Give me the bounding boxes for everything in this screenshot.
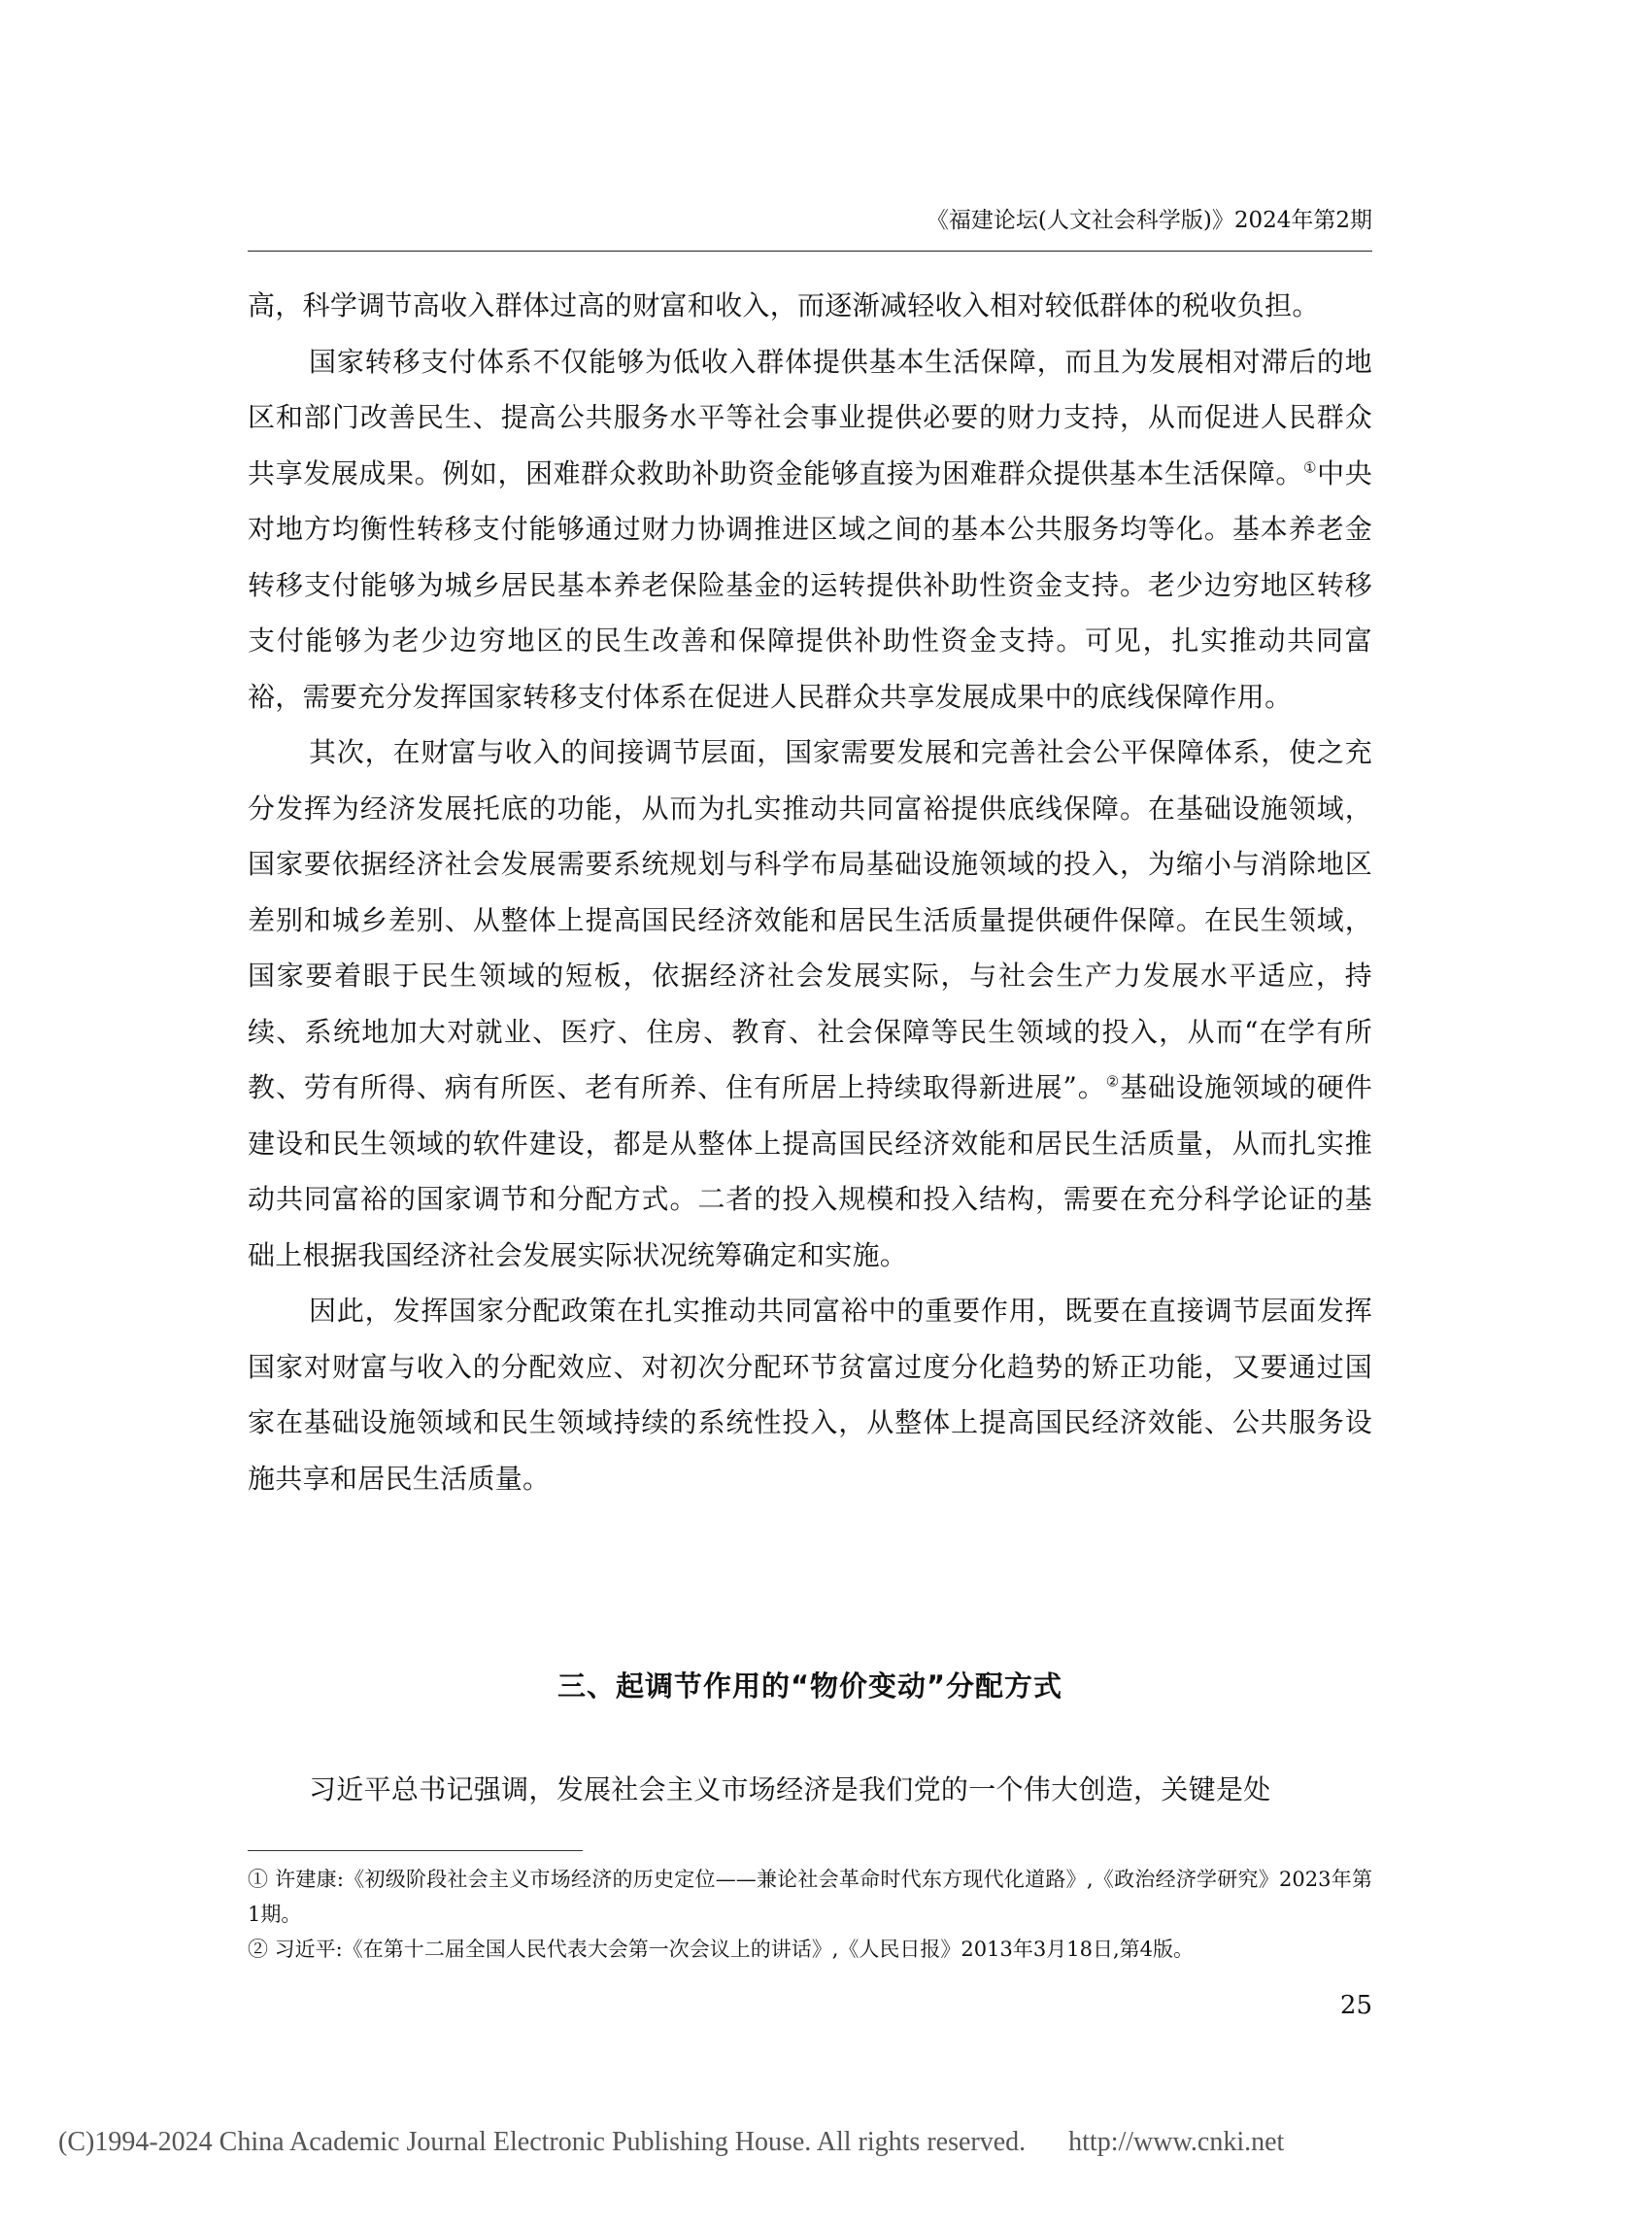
section-body (248, 1762, 1372, 1818)
paragraph-text: 其次，在财富与收入的间接调节层面，国家需要发展和完善社会公平保障体系，使之充分发挥为经济发展托底的功能，从而为扎实推动共同富裕提供底线保障。在基础设施领域，国家要依据经济社会发展需要系统规划与科学布局基础设施领域的投入，为缩小与消除地区差别和城乡差别、从整体上提高国民经济效能和居民生活质量提供硬件保障。在民生领域，国家要着眼于民生领域的短板，依据经济社会发展实际，与社会生产力发展水平适应，持续、系统地加大对就业、医疗、住房、教育、社会保障等民生领域的投入，从而“在学有所教、劳有所得、病有所医、老有所养、住有所居上持续取得新进展”。 (248, 736, 1372, 1103)
paragraph-indirect-regulation (248, 725, 1372, 1283)
header-rule (248, 251, 1372, 252)
paragraph-continued: 高，科学调节高收入群体过高的财富和收入，而逐渐减轻收入相对较低群体的税收负担。 (248, 289, 1320, 321)
section-heading: 三、起调节作用的“物价变动”分配方式 (556, 1670, 1063, 1703)
footnote-rule (248, 1850, 583, 1851)
footnote-ref-1[interactable]: ① (1303, 458, 1318, 477)
copyright-footer (58, 2127, 1340, 2158)
footnote-ref-2[interactable]: ② (1105, 1072, 1121, 1091)
paragraph-text: 中央对地方均衡性转移支付能够通过财力协调推进区域之间的基本公共服务均等化。基本养老金转移支付能够为城乡居民基本养老保险基金的运转提供补助性资金支持。老少边穷地区转移支付能够为老少边穷地区的民生改善和保障提供补助性资金支持。可见，扎实推动共同富裕，需要充分发挥国家转移支付体系在促进人民群众共享发展成果中的底线保障作用。 (248, 456, 1373, 713)
footnote-1: ① 许建康:《初级阶段社会主义市场经济的历史定位——兼论社会革命时代东方现代化道路》,《政治经济学研究》2023年第1期。 (248, 1868, 1372, 1926)
running-header: 《福建论坛(人文社会科学版)》2024年第2期 (926, 208, 1372, 233)
footnote-2: ② 习近平:《在第十二届全国人民代表大会第一次会议上的讲话》,《人民日报》2013年3月18日,第4版。 (248, 1938, 1194, 1961)
paragraph-text: 国家转移支付体系不仅能够为低收入群体提供基本生活保障，而且为发展相对滞后的地区和部门改善民生、提高公共服务水平等社会事业提供必要的财力支持，从而促进人民群众共享发展成果。例如，困难群众救助补助资金能够直接为困难群众提供基本生活保障。 (248, 345, 1372, 489)
paragraph-text: 基础设施领域的硬件建设和民生领域的软件建设，都是从整体上提高国民经济效能和居民生活质量，从而扎实推动共同富裕的国家调节和分配方式。二者的投入规模和投入结构，需要在充分科学论证的基础上根据我国经济社会发展实际状况统筹确定和实施。 (248, 1071, 1373, 1271)
copyright-text: (C)1994-2024 China Academic Journal Electronic Publishing House. All rights reserved. (58, 2127, 1027, 2157)
page-number: 25 (1339, 1991, 1372, 2020)
cnki-link[interactable]: http://www.cnki.net (1068, 2127, 1285, 2157)
paragraph-transfer-payment (248, 334, 1372, 725)
paragraph-conclusion: 因此，发挥国家分配政策在扎实推动共同富裕中的重要作用，既要在直接调节层面发挥国家对财富与收入的分配效应、对初次分配环节贫富过度分化趋势的矫正功能，又要通过国家在基础设施领域和民生领域持续的系统性投入，从整体上提高国民经济效能、公共服务设施共享和居民生活质量。 (248, 1295, 1372, 1495)
body-text (248, 278, 1372, 1506)
paragraph-section-start: 习近平总书记强调，发展社会主义市场经济是我们党的一个伟大创造，关键是处 (309, 1773, 1271, 1805)
footnotes (248, 1862, 1372, 1967)
